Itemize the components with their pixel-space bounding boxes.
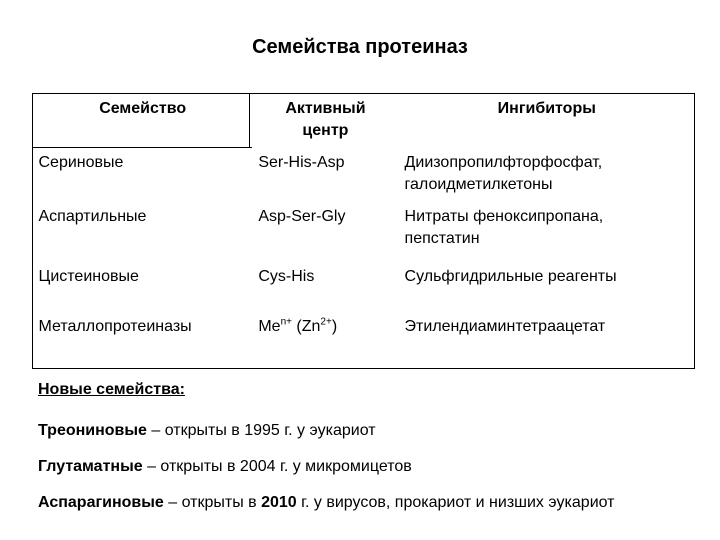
cell-active-center: [252, 306, 398, 352]
cell-inhibitors: [399, 148, 695, 202]
new-family-item: [38, 455, 688, 478]
new-family-text: – открыты в: [163, 494, 262, 511]
cell-family: Металлопротеиназы: [38, 317, 192, 335]
cell-family: Цистеиновые: [38, 267, 139, 285]
header-inhibitors: [399, 94, 695, 148]
cell-active-center: Ser-His-Asp: [258, 153, 345, 171]
cell-family: Сериновые: [38, 154, 124, 171]
active-center-superscript-2: 2+: [320, 316, 332, 328]
new-family-text: г. у вирусов, прокариот и низших эукариот: [296, 494, 615, 511]
table-header-row: [33, 94, 696, 148]
new-family-name: Аспарагиновые: [38, 494, 164, 511]
header-family-label: Семейство: [99, 100, 187, 117]
new-family-name: Треониновые: [38, 422, 147, 439]
new-family-text: – открыты в 2004 г. у микромицетов: [142, 458, 412, 475]
page-title: Семейства протеиназ: [252, 36, 468, 58]
header-active-center-line2: центр: [302, 121, 349, 139]
inhibitors-line: Нитраты феноксипропана,: [404, 207, 604, 225]
table-row: [33, 306, 696, 352]
inhibitors-line: пепстатин: [404, 229, 480, 247]
active-center-base: Me: [258, 317, 281, 335]
new-family-text: – открыты в 1995 г. у эукариот: [146, 422, 376, 439]
table-row: [33, 202, 696, 256]
cell-family: Аспартильные: [38, 207, 147, 225]
header-active-center-line1: Активный: [285, 99, 366, 117]
cell-active-center: Cys-His: [258, 267, 315, 285]
proteinase-families-table: [32, 93, 695, 352]
table-row: [33, 148, 696, 202]
cell-inhibitors: Этилендиаминтетраацетат: [404, 317, 606, 335]
header-active-center: [252, 94, 398, 148]
active-center-mid: (Zn: [291, 317, 321, 335]
cell-active-center: Asp-Ser-Gly: [258, 207, 346, 225]
cell-inhibitors: [399, 202, 695, 256]
cell-inhibitors: Сульфгидрильные реагенты: [404, 267, 617, 285]
new-family-name: Глутаматные: [38, 458, 143, 475]
new-families-heading: Новые семейства:: [38, 381, 185, 398]
header-inhibitors-label: Ингибиторы: [497, 99, 596, 117]
new-family-year: 2010: [261, 494, 297, 511]
table-row: [33, 256, 696, 306]
active-center-superscript: n+: [280, 316, 292, 328]
new-family-item: [38, 419, 688, 442]
active-center-end: ): [331, 317, 338, 335]
inhibitors-line: галоидметилкетоны: [404, 175, 553, 193]
inhibitors-line: Диизопропилфторфосфат,: [404, 153, 603, 171]
header-family: [33, 94, 253, 148]
new-family-item: [38, 491, 688, 514]
